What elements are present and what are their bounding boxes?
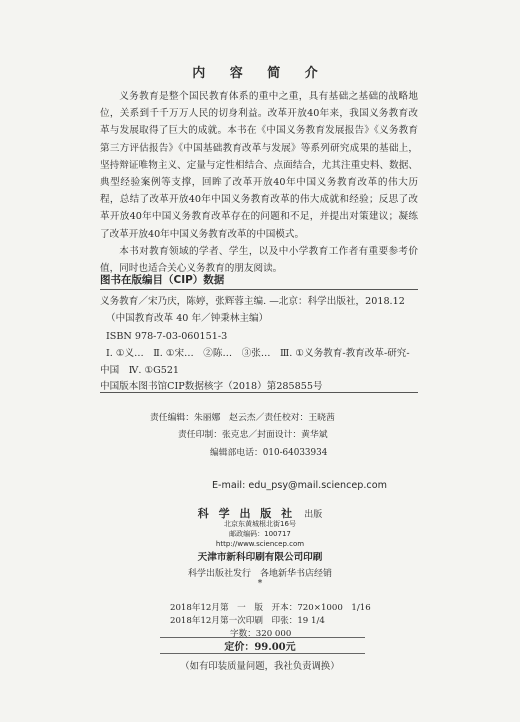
cip-line: ISBN 978-7-03-060151-3 — [106, 330, 228, 342]
cip-top-rule — [100, 289, 418, 290]
cip-line: Ⅰ. ①义… Ⅱ. ①宋… ②陈… ③张… Ⅲ. ①义务教育-教育改革-研究- — [106, 347, 410, 359]
quality-notice: （如有印装质量问题，我社负责调换） — [180, 661, 340, 672]
cip-data-block — [100, 293, 418, 379]
page-title: 内 容 简 介 — [192, 66, 328, 81]
cip-record-number: 中国版本图书馆CIP数据核字（2018）第285855号 — [100, 381, 323, 392]
publisher-postcode: 邮政编码：100717 — [229, 530, 291, 538]
publisher-website: http://www.sciencep.com — [215, 540, 305, 548]
cip-bottom-rule — [100, 392, 418, 393]
printer-line: 天津市新科印刷有限公司印刷 — [197, 552, 323, 563]
distributor-line: 科学出版社发行 各地新华书店经销 — [187, 569, 332, 579]
email-line: E-mail: edu_psy@mail.sciencep.com — [212, 480, 387, 491]
phone-line: 编辑部电话：010-64033934 — [210, 448, 328, 458]
summary-paragraph: 义务教育是整个国民教育体系的重中之重，具有基础之基础的战略地位，关系到千千万万人民的切身利益。改革开放40年来，我国义务教育改革与发展取得了巨大的成就。本书在《中国义务教育发展报告》《义务教育第三方评估报告》《中国基础教育改革与发展》等系列研究成果的基础上，坚持辩证唯物主义、定量与定性相结合、点面结合，尤其注重史料、数据、典型经验案例等支撑，回眸了改革开放40年中国义务教育改革的伟大历程，总结了改革开放40年中国义务教育改革的伟大成就和经验；反思了改革开放40年中国义务教育改革存在的问题和不足，并提出对策建议；凝练了改革开放40年中国义务教育改革的中国模式。 — [100, 91, 418, 240]
separator-star: * — [257, 579, 263, 589]
edition-line: 2018年12月第 一 版 开本：720×1000 1/16 — [170, 603, 371, 613]
cip-line: （中国教育改革 40 年／钟秉林主编） — [106, 313, 269, 325]
publisher-name: 科 学 出 版 社 — [197, 507, 296, 520]
publisher-suffix: 出版 — [304, 510, 323, 520]
price-label: 定价：99.00元 — [224, 642, 296, 653]
price-bottom-rule — [160, 653, 365, 654]
summary-paragraph: 本书对教育领域的学者、学生，以及中小学教育工作者有重要参考价值，同时也适合关心义务教育的朋友阅读。 — [100, 245, 418, 275]
cip-line: 中国 Ⅳ. ①G521 — [100, 365, 180, 377]
cip-heading: 图书在版编目（CIP）数据 — [100, 274, 225, 286]
print-design-line: 责任印制：张克忠／封面设计：黄华斌 — [178, 430, 328, 440]
publisher-address: 北京东黄城根北街16号 — [224, 520, 296, 528]
word-count-line: 字数：320 000 — [230, 629, 292, 639]
editor-line: 责任编辑：朱丽娜 赵云杰／责任校对：王晓茜 — [150, 413, 335, 423]
cip-line: 义务教育／宋乃庆，陈婷，张辉蓉主编. —北京：科学出版社，2018.12 — [100, 296, 405, 307]
printing-line: 2018年12月第一次印刷 印张：19 1/4 — [170, 616, 325, 626]
content-summary — [100, 88, 418, 277]
